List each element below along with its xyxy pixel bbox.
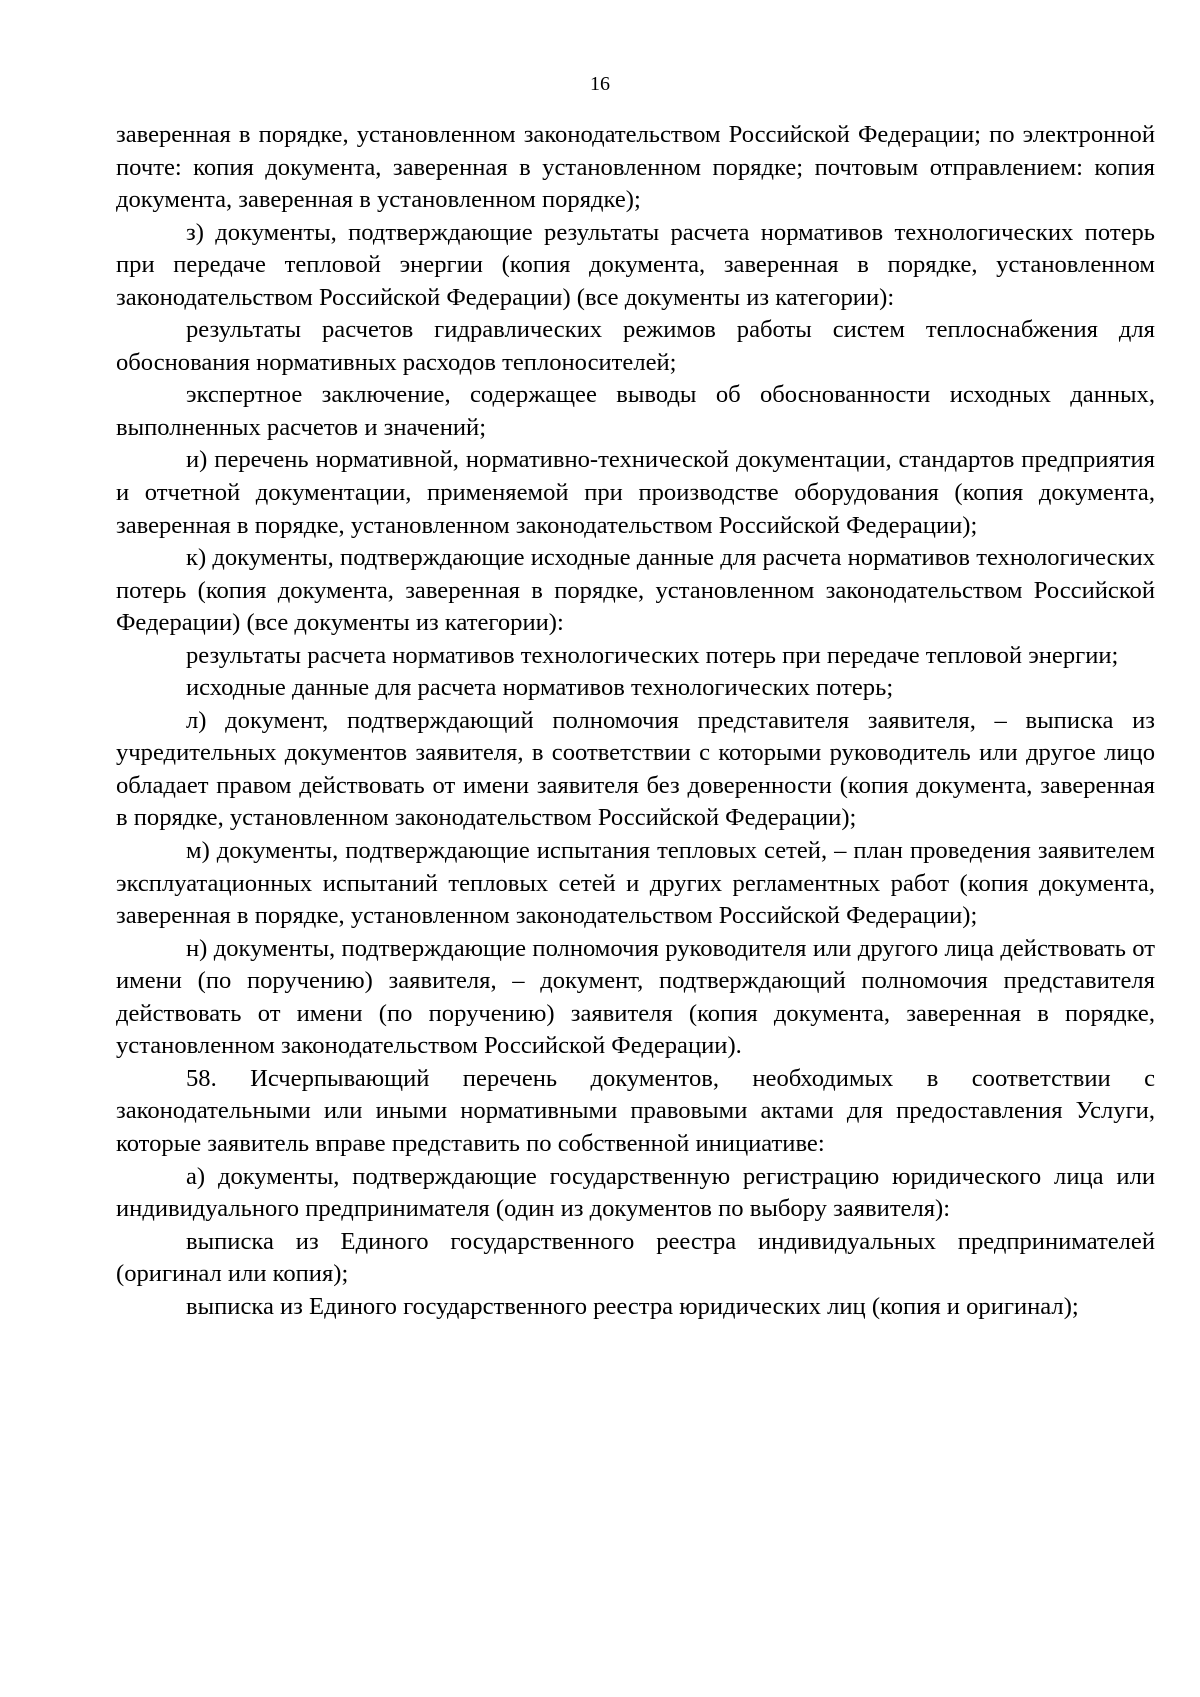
paragraph: результаты расчетов гидравлических режимов работы систем теплоснабжения для обоснования нормативных расходов теплоносителей; (116, 316, 1155, 376)
paragraph: экспертное заключение, содержащее выводы об обоснованности исходных данных, выполненных расчетов и значений; (116, 381, 1155, 441)
paragraph: исходные данные для расчета нормативов технологических потерь; (186, 674, 894, 702)
paragraph: к) документы, подтверждающие исходные данные для расчета нормативов технологических потерь (копия документа, заверенная в порядке, установленном законодательством Российской Федерации) (все документы из категории): (116, 544, 1155, 637)
paragraph: 58. Исчерпывающий перечень документов, необходимых в соответствии с законодательными или иными нормативными правовыми актами для предоставления Услуги, которые заявитель вправе представить по собственной инициативе: (116, 1064, 1155, 1157)
document-body (116, 119, 1155, 1323)
paragraph: н) документы, подтверждающие полномочия руководителя или другого лица действовать от имени (по поручению) заявителя, – документ, подтверждающий полномочия представителя действовать от имени (по поручению) заявителя (копия документа, заверенная в порядке, установленном законодательством Российской Федерации). (116, 934, 1155, 1060)
paragraph: выписка из Единого государственного реестра юридических лиц (копия и оригинал); (186, 1292, 1079, 1320)
paragraph: а) документы, подтверждающие государственную регистрацию юридического лица или индивидуального предпринимателя (один из документов по выбору заявителя): (116, 1162, 1155, 1223)
paragraph: выписка из Единого государственного реестра индивидуальных предпринимателей (оригинал или копия); (116, 1227, 1155, 1288)
paragraph: и) перечень нормативной, нормативно-технической документации, стандартов предприятия и отчетной документации, применяемой при производстве оборудования (копия документа, заверенная в порядке, установленном законодательством Российской Федерации); (116, 446, 1155, 539)
paragraph: результаты расчета нормативов технологических потерь при передаче тепловой энергии; (186, 641, 1119, 669)
paragraph: з) документы, подтверждающие результаты расчета нормативов технологических потерь при передаче тепловой энергии (копия документа, заверенная в порядке, установленном законодательством Российской Федерации) (все документы из категории): (116, 218, 1155, 311)
page-number: 16 (590, 73, 610, 95)
paragraph: заверенная в порядке, установленном законодательством Российской Федерации; по электронной почте: копия документа, заверенная в установленном порядке; почтовым отправлением: копия документа, заверенная в установленном порядке); (116, 121, 1155, 214)
paragraph: л) документ, подтверждающий полномочия представителя заявителя, – выписка из учредительных документов заявителя, в соответствии с которыми руководитель или другое лицо обладает правом действовать от имени заявителя без доверенности (копия документа, заверенная в порядке, установленном законодательством Российской Федерации); (116, 706, 1155, 832)
paragraph: м) документы, подтверждающие испытания тепловых сетей, – план проведения заявителем эксплуатационных испытаний тепловых сетей и других регламентных работ (копия документа, заверенная в порядке, установленном законодательством Российской Федерации); (116, 837, 1155, 930)
